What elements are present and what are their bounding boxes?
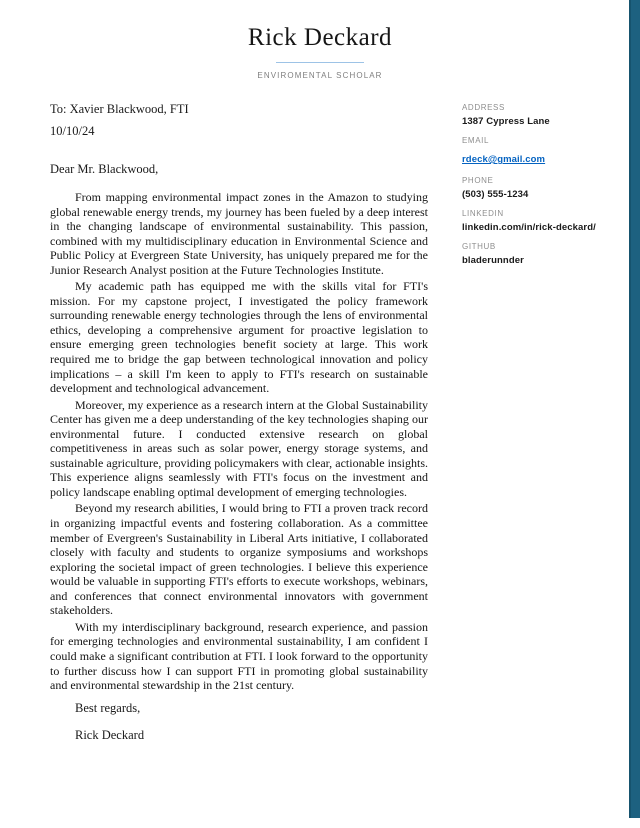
contact-item-phone bbox=[462, 176, 627, 200]
address-label: ADDRESS bbox=[462, 103, 505, 112]
email-label: EMAIL bbox=[462, 136, 490, 145]
signature-name: Rick Deckard bbox=[75, 727, 145, 742]
contact-item-address bbox=[462, 103, 627, 127]
linkedin-label: LINKEDIN bbox=[462, 209, 504, 218]
document-header bbox=[0, 0, 640, 80]
professional-subtitle: ENVIROMENTAL SCHOLAR bbox=[257, 71, 383, 80]
title-divider bbox=[276, 62, 364, 63]
closing-line: Best regards, bbox=[75, 700, 141, 715]
recipient-line: To: Xavier Blackwood, FTI bbox=[50, 102, 189, 116]
paragraph-conclusion: With my interdisciplinary background, research experience, and passion for emerging technologies and environmental sustainability, I am confident I could make a significant contribution at FTI. I look forward to the opportunity to further discuss how I can support FTI in promoting global sustainability and environmental stewardship in the 21st century. bbox=[50, 619, 428, 693]
salutation: Dear Mr. Blackwood, bbox=[50, 162, 159, 176]
letter-body bbox=[50, 102, 428, 743]
phone-label: PHONE bbox=[462, 176, 494, 185]
contact-item-linkedin bbox=[462, 209, 627, 233]
github-value: bladerunnder bbox=[462, 255, 524, 266]
right-accent-bar bbox=[629, 0, 640, 818]
content-area bbox=[0, 102, 640, 743]
paragraph-experience: Moreover, my experience as a research intern at the Global Sustainability Center has given me a deep understanding of the key technologies shaping our environmental future. I conducted extensive research on global competitiveness in areas such as solar power, energy storage systems, and sustainable agriculture, providing policymakers with clear, actionable insights. This experience aligns seamlessly with FTI's focus on the investment and policy landscape enabling optimal development of emerging technologies. bbox=[50, 397, 428, 499]
email-link[interactable]: rdeck@gmail.com bbox=[462, 154, 546, 165]
paragraph-academic: My academic path has equipped me with the skills vital for FTI's mission. For my capstone project, I investigated the policy framework surrounding renewable energy technologies through the lens of environmental ethics, developing a comprehensive argument for proactive legislation to ensure emerging green technologies benefit society at large. This work required me to bridge the gap between technological innovation and policy implications – a skill I'm keen to apply to FTI's research on sustainable development and technological advancement. bbox=[50, 279, 428, 396]
linkedin-value: linkedin.com/in/rick-deckard/ bbox=[462, 222, 596, 233]
github-label: GITHUB bbox=[462, 242, 496, 251]
contact-item-github bbox=[462, 242, 627, 266]
contact-item-email bbox=[462, 136, 627, 167]
contact-sidebar bbox=[462, 102, 627, 743]
date-line: 10/10/24 bbox=[50, 124, 95, 138]
address-value: 1387 Cypress Lane bbox=[462, 116, 550, 127]
paragraph-intro: From mapping environmental impact zones in the Amazon to studying global renewable energy trends, my journey has been fueled by a deep interest in the changing landscape of environmental sustainability. This passion, combined with my multidisciplinary education in Environmental Science and Public Policy at Evergreen State University, has uniquely prepared me for the Junior Research Analyst position at the Future Technologies Institute. bbox=[50, 190, 428, 277]
paragraph-collaboration: Beyond my research abilities, I would bring to FTI a proven track record in organizing impactful events and fostering collaboration. As a committee member of Evergreen's Sustainability in Liberal Arts initiative, I collaborated closely with faculty and students to organize symposiums and workshops exploring the societal impact of green technologies. I believe this experience would be valuable in supporting FTI's efforts to execute workshops, webinars, and conferences that connect environmental innovators with government stakeholders. bbox=[50, 501, 428, 618]
page-title: Rick Deckard bbox=[247, 24, 393, 51]
phone-value: (503) 555-1234 bbox=[462, 189, 529, 200]
